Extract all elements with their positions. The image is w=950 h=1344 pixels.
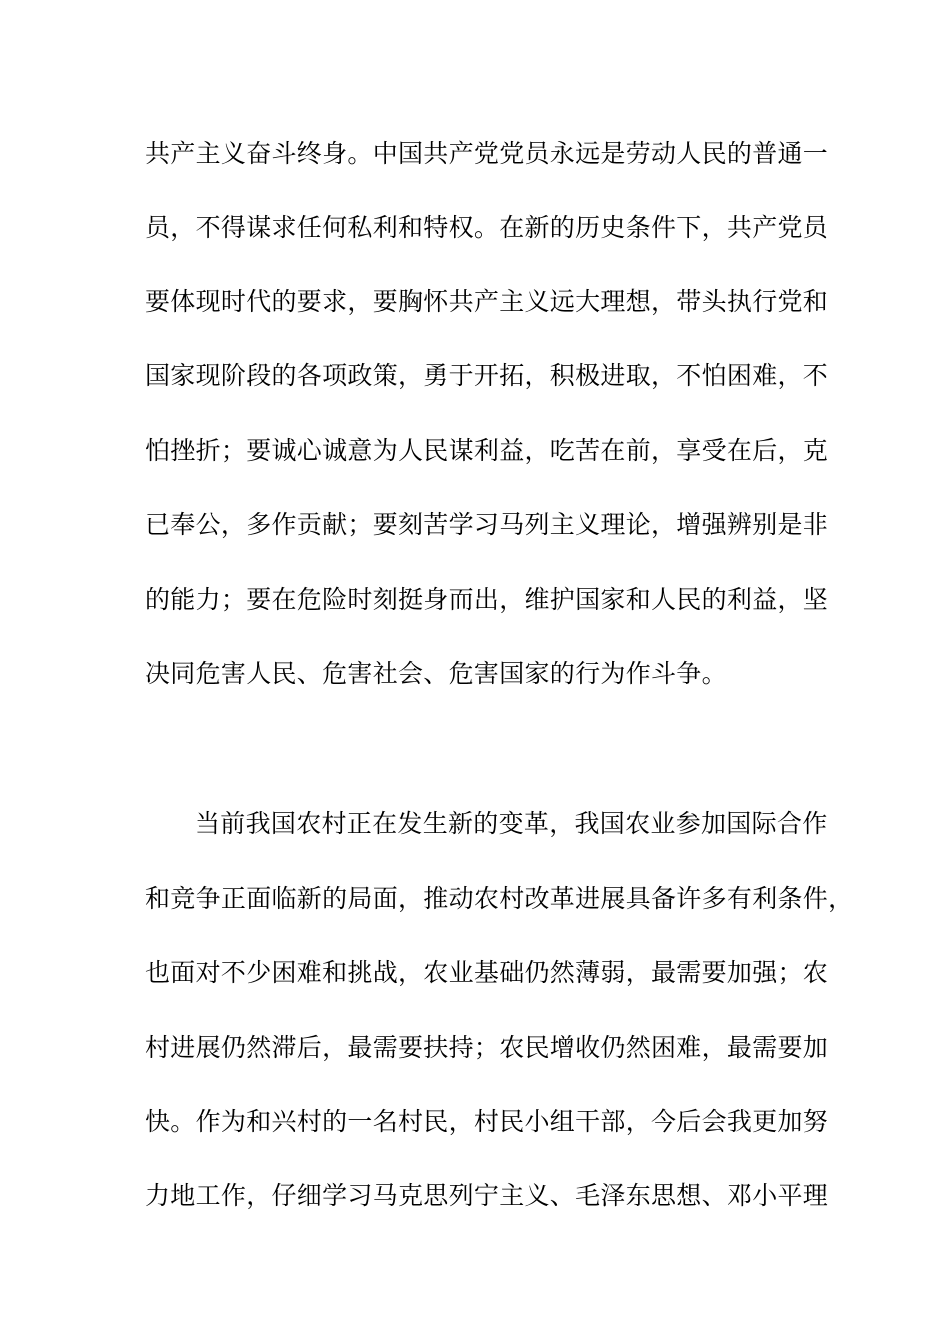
text-line: 国家现阶段的各项政策，勇于开拓，积极进取，不怕困难，不 [145,361,829,390]
text-line: 怕挫折；要诚心诚意为人民谋利益，吃苦在前，享受在后，克 [145,436,829,465]
text-line: 已奉公，多作贡献；要刻苦学习马列主义理论，增强辨别是非 [145,510,829,539]
text-line: 力地工作，仔细学习马克思列宁主义、毛泽东思想、邓小平理 [145,1181,829,1210]
text-line: 快。作为和兴村的一名村民，村民小组干部，今后会我更加努 [145,1107,829,1136]
text-line: 员，不得谋求任何私利和特权。在新的历史条件下，共产党员 [145,213,829,242]
text-line: 也面对不少困难和挑战，农业基础仍然薄弱，最需要加强；农 [145,958,829,987]
text-line: 决同危害人民、危害社会、危害国家的行为作斗争。 [145,659,727,688]
text-line: 共产主义奋斗终身。中国共产党党员永远是劳动人民的普通一 [145,139,829,168]
text-line: 和竞争正面临新的局面，推动农村改革进展具备许多有利条件， [145,884,854,913]
text-line: 当前我国农村正在发生新的变革，我国农业参加国际合作 [195,809,828,838]
text-line: 要体现时代的要求，要胸怀共产主义远大理想，带头执行党和 [145,287,829,316]
text-line: 村进展仍然滞后，最需要扶持；农民增收仍然困难，最需要加 [145,1033,829,1062]
text-line: 的能力；要在危险时刻挺身而出，维护国家和人民的利益，坚 [145,585,829,614]
